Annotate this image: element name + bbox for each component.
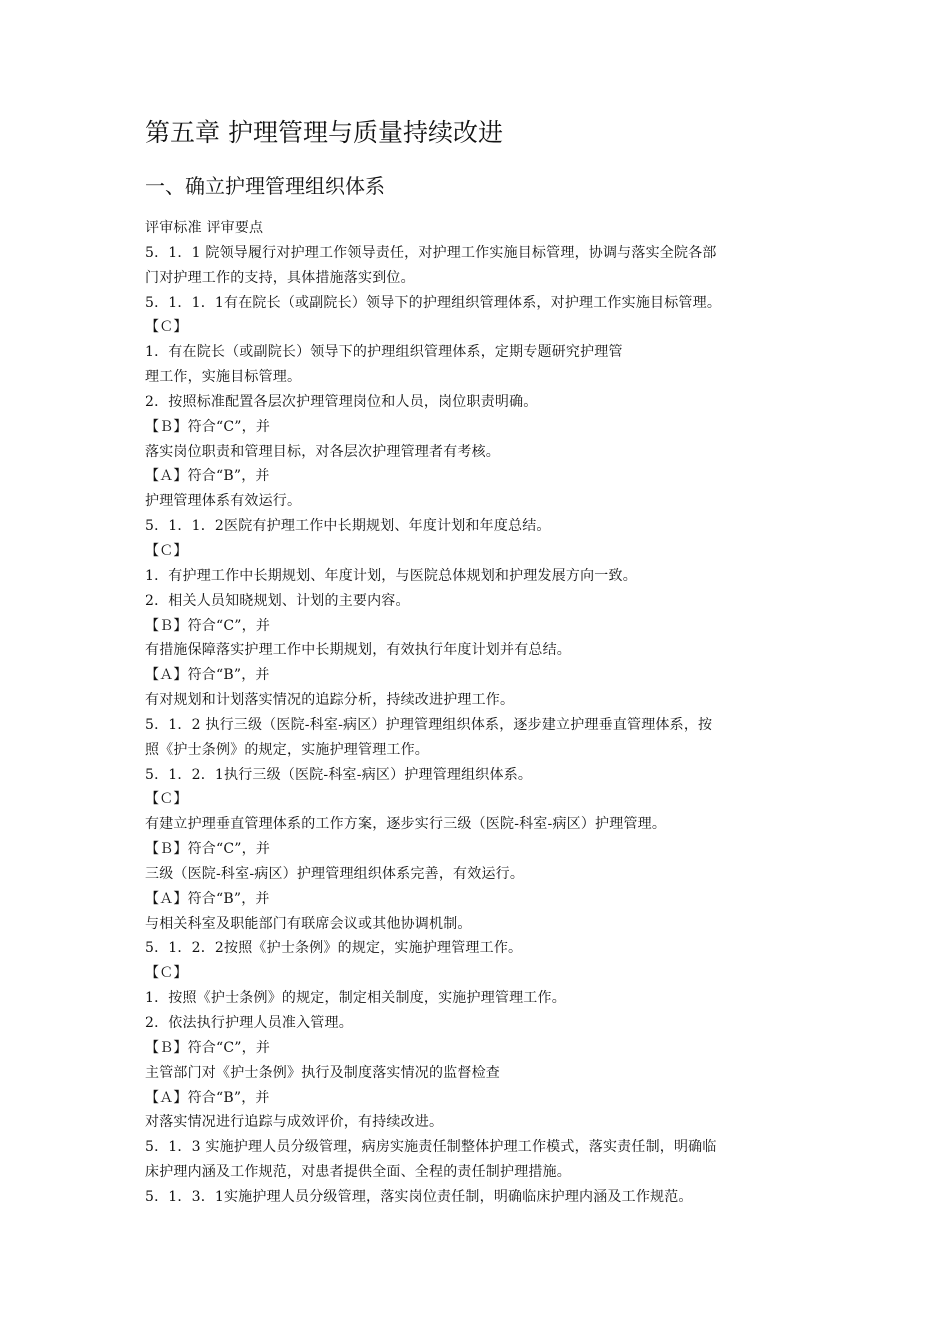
text-line: 有建立护理垂直管理体系的工作方案，逐步实行三级（医院-科室-病区）护理管理。 (145, 816, 667, 833)
text-line: 1．有护理工作中长期规划、年度计划，与医院总体规划和护理发展方向一致。 (145, 567, 637, 584)
text-line: 【Ｂ】符合“C”，并 (145, 1039, 271, 1056)
text-line: 【Ａ】符合“B”，并 (145, 468, 270, 485)
text-line: 【Ａ】符合“B”，并 (145, 890, 270, 907)
text-line: 【Ｃ】 (145, 319, 188, 336)
text-line: 有措施保障落实护理工作中长期规划，有效执行年度计划并有总结。 (145, 642, 571, 659)
text-line: 【Ｃ】 (145, 791, 188, 808)
text-line: 1．有在院长（或副院长）领导下的护理组织管理体系，定期专题研究护理管 (145, 344, 623, 361)
text-line: 评审标准 评审要点 (145, 220, 264, 236)
text-line: 【Ｂ】符合“C”，并 (145, 841, 271, 858)
text-line: 门对护理工作的支持，具体措施落实到位。 (145, 269, 415, 286)
chapter-title: 第五章 护理管理与质量持续改进 (145, 118, 503, 147)
text-line: 5．1．1 院领导履行对护理工作领导责任，对护理工作实施目标管理，协调与落实全院各部 (145, 244, 717, 261)
text-line: 5．1．3．1实施护理人员分级管理，落实岗位责任制，明确临床护理内涵及工作规范。 (145, 1188, 693, 1205)
text-line: 对落实情况进行追踪与成效评价，有持续改进。 (145, 1114, 444, 1131)
body-text (145, 216, 825, 1210)
text-line: 照《护士条例》的规定，实施护理管理工作。 (145, 741, 429, 758)
text-line: 【Ａ】符合“B”，并 (145, 1089, 270, 1106)
text-line: 5．1．3 实施护理人员分级管理，病房实施责任制整体护理工作模式，落实责任制，明确临 (145, 1139, 717, 1156)
text-line: 【Ｃ】 (145, 965, 188, 982)
text-line: 护理管理体系有效运行。 (145, 493, 302, 510)
text-line: 主管部门对《护士条例》执行及制度落实情况的监督检查 (145, 1064, 500, 1081)
text-line: 床护理内涵及工作规范，对患者提供全面、全程的责任制护理措施。 (145, 1164, 571, 1181)
text-line: 1．按照《护士条例》的规定，制定相关制度，实施护理管理工作。 (145, 990, 566, 1007)
text-line: 5．1．1．2医院有护理工作中长期规划、年度计划和年度总结。 (145, 518, 551, 535)
text-line: 2．依法执行护理人员准入管理。 (145, 1015, 353, 1031)
text-line: 2．相关人员知晓规划、计划的主要内容。 (145, 592, 410, 609)
text-line: 5．1．2．1执行三级（医院-科室-病区）护理管理组织体系。 (145, 766, 533, 783)
text-line: 【Ｃ】 (145, 542, 188, 559)
text-line: 2．按照标准配置各层次护理管理岗位和人员，岗位职责明确。 (145, 393, 538, 410)
text-line: 【Ｂ】符合“C”，并 (145, 617, 271, 634)
text-line: 理工作，实施目标管理。 (145, 369, 302, 386)
text-line: 5．1．1．1有在院长（或副院长）领导下的护理组织管理体系，对护理工作实施目标管理。 (145, 294, 722, 311)
text-line: 5．1．2 执行三级（医院-科室-病区）护理管理组织体系，逐步建立护理垂直管理体系，按 (145, 716, 713, 733)
text-line: 与相关科室及职能部门有联席会议或其他协调机制。 (145, 915, 472, 932)
text-line: 5．1．2．2按照《护士条例》的规定，实施护理管理工作。 (145, 940, 523, 957)
section-title: 一、确立护理管理组织体系 (145, 174, 385, 198)
text-line: 【Ａ】符合“B”，并 (145, 667, 270, 684)
text-line: 落实岗位职责和管理目标，对各层次护理管理者有考核。 (145, 443, 500, 460)
text-line: 【Ｂ】符合“C”，并 (145, 418, 271, 435)
text-line: 有对规划和计划落实情况的追踪分析，持续改进护理工作。 (145, 692, 515, 709)
text-line: 三级（医院-科室-病区）护理管理组织体系完善，有效运行。 (145, 865, 525, 882)
